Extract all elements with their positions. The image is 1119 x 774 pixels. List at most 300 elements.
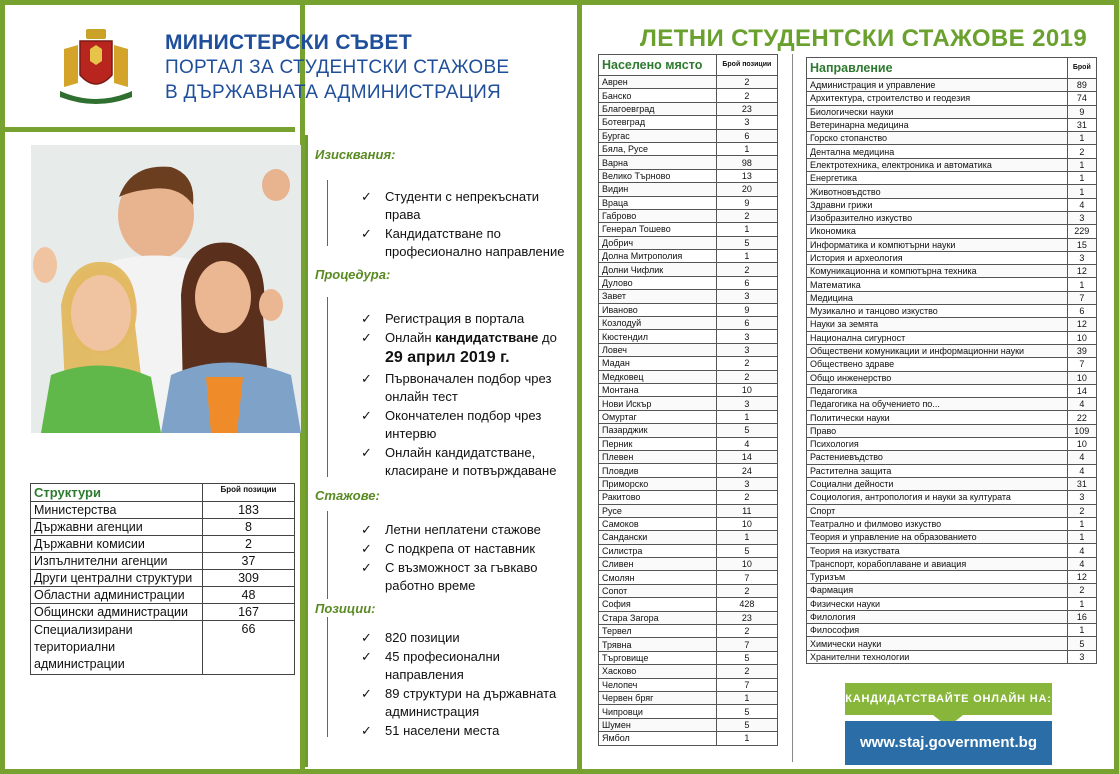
place-name: Русе [599,504,717,517]
places-row [599,558,778,571]
places-row [599,504,778,517]
direction-name: Администрация и управление [807,79,1068,92]
place-count: 1 [716,223,777,236]
directions-row [807,251,1097,264]
positions-item [361,722,576,740]
deadline-date: 29 април 2019 г. [385,349,510,366]
place-count: 9 [716,303,777,316]
place-name: Червен бряг [599,691,717,704]
places-row [599,383,778,396]
structures-row [31,570,295,587]
directions-row [807,145,1097,158]
place-name: Бургас [599,129,717,142]
procedure-item [361,370,576,406]
header-line1: МИНИСТЕРСКИ СЪВЕТ [165,31,412,54]
procedure-bracket [327,297,328,477]
direction-count: 5 [1067,637,1096,650]
place-count: 2 [716,584,777,597]
direction-name: Социални дейности [807,477,1068,490]
directions-row [807,637,1097,650]
directions-row [807,172,1097,185]
direction-name: Национална сигурност [807,331,1068,344]
header-line2: ПОРТАЛ ЗА СТУДЕНТСКИ СТАЖОВЕ [165,57,510,78]
procedure-item [361,407,576,443]
place-count: 7 [716,678,777,691]
checkmark-icon: ✓ [361,686,372,701]
directions-row [807,198,1097,211]
positions-item-text: 45 професионални направления [385,649,500,682]
place-name: Монтана [599,383,717,396]
place-name: Варна [599,156,717,169]
places-row [599,410,778,423]
places-row [599,357,778,370]
place-name: Банско [599,89,717,102]
direction-name: Обществено здраве [807,358,1068,371]
internships-item-text: С подкрепа от наставник [385,541,536,556]
structures-name: Държавни комисии [31,536,203,553]
checkmark-icon: ✓ [361,630,372,645]
places-row [599,705,778,718]
direction-count: 10 [1067,371,1096,384]
direction-name: Политически науки [807,411,1068,424]
checkmark-icon: ✓ [361,723,372,738]
checkmark-icon: ✓ [361,371,372,386]
place-name: Добрич [599,236,717,249]
place-count: 5 [716,651,777,664]
structures-row [31,553,295,570]
place-name: Дулово [599,276,717,289]
place-name: Силистра [599,544,717,557]
direction-name: Транспорт, корабоплаване и авиация [807,557,1068,570]
direction-name: Електротехника, електроника и автоматика [807,158,1068,171]
places-row [599,477,778,490]
directions-row [807,624,1097,637]
places-row [599,424,778,437]
places-row [599,330,778,343]
directions-row [807,305,1097,318]
positions-item-text: 89 структури на държавната администрация [385,686,557,719]
place-count: 10 [716,558,777,571]
directions-count-header: Брой [1067,58,1096,79]
place-name: Габрово [599,209,717,222]
direction-count: 2 [1067,504,1096,517]
directions-table [806,57,1097,664]
place-count: 6 [716,276,777,289]
place-count: 1 [716,691,777,704]
direction-name: История и археология [807,251,1068,264]
place-count: 14 [716,450,777,463]
internships-item [361,521,576,539]
directions-row [807,265,1097,278]
places-row [599,370,778,383]
direction-count: 1 [1067,531,1096,544]
positions-bracket [327,617,328,737]
place-name: Приморско [599,477,717,490]
directions-row [807,358,1097,371]
places-row [599,638,778,651]
internships-item [361,559,576,595]
place-name: Благоевград [599,102,717,115]
place-count: 2 [716,209,777,222]
checkmark-icon: ✓ [361,311,372,326]
internships-title: Стажове: [315,488,380,503]
place-count: 3 [716,477,777,490]
directions-row [807,464,1097,477]
procedure-item [361,310,576,328]
direction-count: 1 [1067,158,1096,171]
places-count-header: Брой позиции [716,55,777,76]
place-count: 7 [716,571,777,584]
place-name: Сливен [599,558,717,571]
direction-name: Филология [807,610,1068,623]
direction-count: 39 [1067,344,1096,357]
direction-count: 7 [1067,358,1096,371]
poster-title: ЛЕТНИ СТУДЕНТСКИ СТАЖОВЕ 2019 [640,25,1088,52]
place-name: Велико Търново [599,169,717,182]
place-count: 9 [716,196,777,209]
direction-name: Музикално и танцово изкуство [807,305,1068,318]
direction-name: Математика [807,278,1068,291]
structures-name: Други централни структури [31,570,203,587]
place-count: 3 [716,116,777,129]
direction-name: Философия [807,624,1068,637]
directions-row [807,318,1097,331]
direction-name: Туризъм [807,570,1068,583]
direction-name: Химически науки [807,637,1068,650]
places-row [599,250,778,263]
positions-item-text: 51 населени места [385,723,500,738]
place-name: Пазарджик [599,424,717,437]
place-count: 428 [716,598,777,611]
positions-list [361,629,576,741]
procedure-item-text: Онлайн кандидатстване, класиране и потвърждаване [385,445,557,478]
places-row [599,209,778,222]
directions-row [807,238,1097,251]
middle-accent-bar [305,135,308,767]
directions-row [807,158,1097,171]
places-row [599,183,778,196]
directions-row [807,225,1097,238]
direction-count: 4 [1067,557,1096,570]
coat-of-arms-icon [50,27,142,109]
place-count: 2 [716,370,777,383]
direction-name: Информатика и компютърни науки [807,238,1068,251]
directions-row [807,278,1097,291]
place-count: 1 [716,250,777,263]
place-count: 1 [716,732,777,745]
place-name: Ботевград [599,116,717,129]
direction-count: 22 [1067,411,1096,424]
directions-header: Направление [807,58,1068,79]
places-row [599,89,778,102]
direction-count: 4 [1067,451,1096,464]
requirements-item-text: Студенти с непрекъснати права [385,189,540,222]
structures-name: Общински администрации [31,604,203,621]
direction-name: Растениевъдство [807,451,1068,464]
place-count: 20 [716,183,777,196]
directions-row [807,79,1097,92]
places-row [599,116,778,129]
directions-row [807,371,1097,384]
place-name: Чипровци [599,705,717,718]
places-row [599,129,778,142]
procedure-item-text: Онлайн кандидатстване до [385,330,557,345]
direction-count: 12 [1067,265,1096,278]
place-count: 2 [716,625,777,638]
places-row [599,571,778,584]
internships-item-text: Летни неплатени стажове [385,522,541,537]
places-row [599,142,778,155]
direction-count: 16 [1067,610,1096,623]
structures-count-header: Брой позиции [203,484,295,502]
directions-row [807,398,1097,411]
directions-row [807,517,1097,530]
places-row [599,303,778,316]
direction-count: 3 [1067,211,1096,224]
structures-name: Специализирани териториални администрации [31,621,203,675]
direction-name: Ветеринарна медицина [807,118,1068,131]
structures-value: 66 [203,621,295,675]
directions-row [807,105,1097,118]
directions-row [807,344,1097,357]
direction-name: Право [807,424,1068,437]
direction-count: 4 [1067,544,1096,557]
checkmark-icon: ✓ [361,560,372,575]
place-count: 1 [716,410,777,423]
place-name: Бяла, Русе [599,142,717,155]
places-row [599,464,778,477]
directions-row [807,384,1097,397]
places-row [599,625,778,638]
place-count: 1 [716,531,777,544]
checkmark-icon: ✓ [361,189,372,204]
apply-url-link[interactable]: www.staj.government.bg [845,721,1052,765]
place-count: 5 [716,705,777,718]
directions-row [807,477,1097,490]
positions-title: Позиции: [315,601,376,616]
internships-bracket [327,511,328,599]
place-count: 2 [716,665,777,678]
place-count: 2 [716,491,777,504]
places-row [599,169,778,182]
structures-row [31,604,295,621]
place-name: Аврен [599,76,717,89]
procedure-item [361,329,576,367]
direction-count: 74 [1067,92,1096,105]
places-row [599,732,778,745]
place-count: 10 [716,517,777,530]
direction-count: 109 [1067,424,1096,437]
direction-name: Растителна защита [807,464,1068,477]
direction-name: Енергетика [807,172,1068,185]
place-name: Перник [599,437,717,450]
place-count: 1 [716,142,777,155]
place-name: Шумен [599,718,717,731]
positions-item [361,629,576,647]
direction-name: Икономика [807,225,1068,238]
structures-value: 8 [203,519,295,536]
place-count: 5 [716,718,777,731]
place-name: Смолян [599,571,717,584]
place-count: 11 [716,504,777,517]
places-row [599,531,778,544]
places-row [599,584,778,597]
place-name: София [599,598,717,611]
direction-count: 14 [1067,384,1096,397]
structures-name: Изпълнителни агенции [31,553,203,570]
directions-row [807,211,1097,224]
procedure-title: Процедура: [315,267,391,282]
direction-name: Архитектура, строителство и геодезия [807,92,1068,105]
direction-name: Дентална медицина [807,145,1068,158]
direction-count: 2 [1067,584,1096,597]
direction-name: Психология [807,438,1068,451]
direction-name: Хранителни технологии [807,650,1068,663]
structures-value: 183 [203,502,295,519]
place-name: Плевен [599,450,717,463]
directions-row [807,584,1097,597]
place-name: Ямбол [599,732,717,745]
structures-value: 2 [203,536,295,553]
direction-name: Биологически науки [807,105,1068,118]
place-count: 3 [716,343,777,356]
place-count: 5 [716,544,777,557]
place-count: 2 [716,263,777,276]
direction-count: 10 [1067,438,1096,451]
directions-row [807,570,1097,583]
place-name: Трявна [599,638,717,651]
place-name: Видин [599,183,717,196]
place-count: 23 [716,611,777,624]
place-name: Пловдив [599,464,717,477]
direction-count: 1 [1067,517,1096,530]
place-count: 24 [716,464,777,477]
place-count: 2 [716,76,777,89]
requirements-item [361,225,576,261]
positions-item [361,685,576,721]
direction-name: Общо инженерство [807,371,1068,384]
directions-row [807,504,1097,517]
direction-count: 1 [1067,624,1096,637]
structures-table [30,483,295,675]
place-name: Враца [599,196,717,209]
place-name: Стара Загора [599,611,717,624]
places-row [599,196,778,209]
directions-row [807,451,1097,464]
internships-item [361,540,576,558]
requirements-title: Изисквания: [315,147,396,162]
place-count: 6 [716,317,777,330]
students-photo [31,145,301,433]
places-row [599,691,778,704]
places-row [599,156,778,169]
direction-name: Педагогика [807,384,1068,397]
structures-value: 309 [203,570,295,587]
direction-count: 12 [1067,570,1096,583]
direction-count: 229 [1067,225,1096,238]
direction-count: 1 [1067,172,1096,185]
divider-center [577,5,582,769]
place-count: 7 [716,638,777,651]
direction-name: Обществени комуникации и информационни науки [807,344,1068,357]
places-row [599,290,778,303]
direction-count: 10 [1067,331,1096,344]
place-name: Тервел [599,625,717,638]
checkmark-icon: ✓ [361,408,372,423]
place-name: Медковец [599,370,717,383]
places-row [599,665,778,678]
positions-item [361,648,576,684]
procedure-item-text: Първоначален подбор чрез онлайн тест [385,371,552,404]
place-count: 3 [716,290,777,303]
directions-row [807,118,1097,131]
directions-row [807,650,1097,663]
direction-name: Изобразително изкуство [807,211,1068,224]
directions-row [807,531,1097,544]
place-name: Самоков [599,517,717,530]
direction-name: Здравни грижи [807,198,1068,211]
procedure-item-text: Регистрация в портала [385,311,525,326]
directions-row [807,491,1097,504]
direction-name: Горско стопанство [807,132,1068,145]
place-count: 2 [716,89,777,102]
checkmark-icon: ✓ [361,330,372,345]
direction-name: Теория на изкуствата [807,544,1068,557]
procedure-item [361,444,576,480]
place-count: 98 [716,156,777,169]
directions-row [807,185,1097,198]
directions-row [807,597,1097,610]
direction-name: Физически науки [807,597,1068,610]
place-count: 3 [716,330,777,343]
place-name: Кюстендил [599,330,717,343]
direction-count: 15 [1067,238,1096,251]
direction-count: 3 [1067,251,1096,264]
places-header: Населено място [599,55,717,76]
direction-name: Педагогика на обучението по... [807,398,1068,411]
direction-count: 31 [1067,118,1096,131]
checkmark-icon: ✓ [361,522,372,537]
place-name: Генерал Тошево [599,223,717,236]
places-row [599,450,778,463]
structures-row [31,536,295,553]
places-row [599,76,778,89]
place-count: 5 [716,424,777,437]
place-name: Иваново [599,303,717,316]
directions-row [807,610,1097,623]
structures-row [31,502,295,519]
checkmark-icon: ✓ [361,541,372,556]
direction-count: 31 [1067,477,1096,490]
direction-name: Теория и управление на образованието [807,531,1068,544]
direction-name: Науки за земята [807,318,1068,331]
requirements-item-text: Кандидатстване по професионално направление [385,226,565,259]
directions-row [807,92,1097,105]
checkmark-icon: ✓ [361,649,372,664]
directions-row [807,557,1097,570]
direction-count: 4 [1067,464,1096,477]
place-count: 6 [716,129,777,142]
directions-row [807,424,1097,437]
structures-value: 167 [203,604,295,621]
place-name: Ракитово [599,491,717,504]
places-row [599,598,778,611]
place-count: 4 [716,437,777,450]
directions-row [807,132,1097,145]
direction-count: 1 [1067,132,1096,145]
structures-row [31,587,295,604]
positions-item-text: 820 позиции [385,630,460,645]
